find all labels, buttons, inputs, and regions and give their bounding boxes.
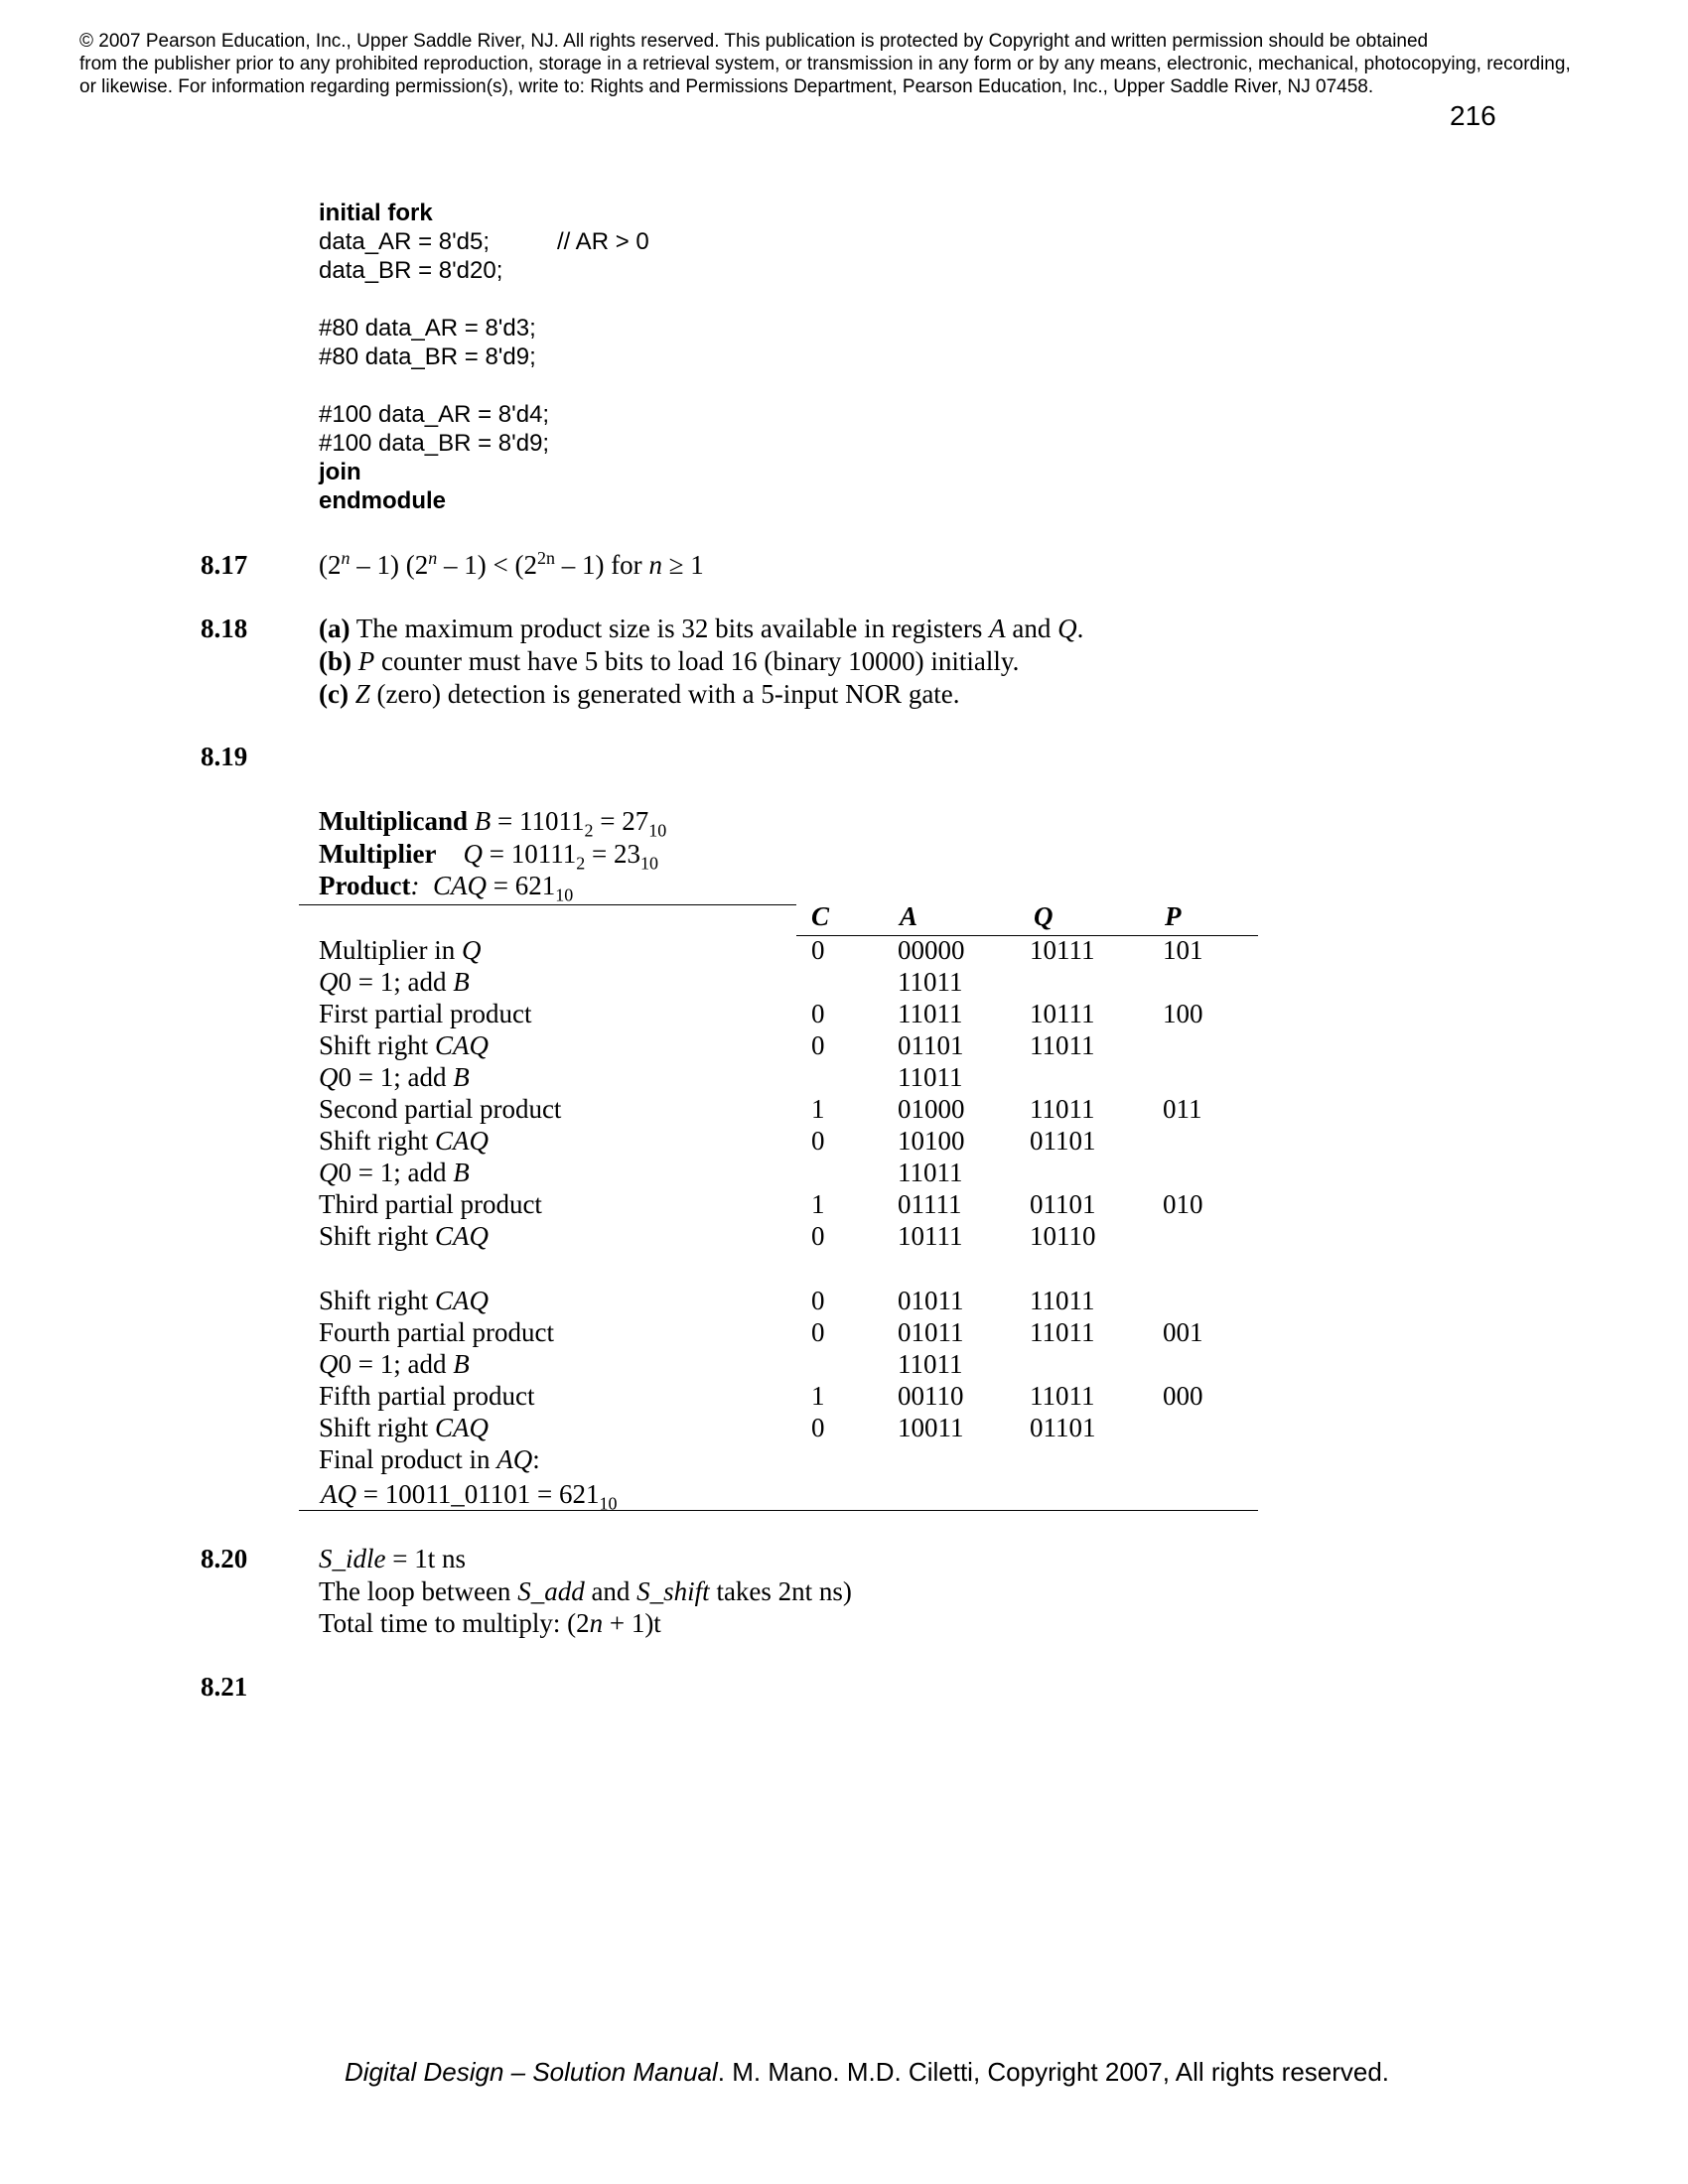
table-rule-top-left — [299, 904, 796, 905]
table-cell-q: 11011 — [1030, 1094, 1095, 1124]
table-cell-a: 11011 — [898, 999, 963, 1028]
table-row-label: Shift right CAQ — [319, 1126, 490, 1156]
table-row-label: Third partial product — [319, 1189, 542, 1219]
table-cell-a: 01101 — [898, 1030, 964, 1060]
table-row-label: Shift right CAQ — [319, 1286, 490, 1315]
table-rule-bottom — [299, 1510, 1258, 1511]
table-cell-q: 01101 — [1030, 1189, 1096, 1219]
problem-number-8-17: 8.17 — [201, 550, 248, 580]
table-cell-p: 000 — [1163, 1381, 1203, 1411]
table-cell-q: 01101 — [1030, 1413, 1096, 1442]
table-cell-a: 01011 — [898, 1286, 964, 1315]
table-row-label: Q0 = 1; add B — [319, 1158, 470, 1187]
table-row-label: Q0 = 1; add B — [319, 1349, 470, 1379]
table-cell-c: 0 — [811, 1126, 825, 1156]
table-cell-c: 0 — [811, 1413, 825, 1442]
code-line-80-br: #80 data_BR = 8'd9; — [319, 343, 536, 370]
table-row-label: Shift right CAQ — [319, 1413, 490, 1442]
problem-8-18-b: (b) P counter must have 5 bits to load 16 (binary 10000) initially. — [319, 646, 1020, 676]
table-cell-p: 010 — [1163, 1189, 1203, 1219]
table-cell-q: 10110 — [1030, 1221, 1096, 1251]
problem-8-20-line-1: S_idle = 1t ns — [319, 1544, 466, 1573]
table-row-label: First partial product — [319, 999, 532, 1028]
table-row-label: Shift right CAQ — [319, 1030, 490, 1060]
table-cell-a: 10111 — [898, 1221, 963, 1251]
problem-8-20-line-3: Total time to multiply: (2n + 1)t — [319, 1608, 661, 1638]
table-cell-q: 10111 — [1030, 999, 1095, 1028]
table-row-label: Fourth partial product — [319, 1317, 554, 1347]
copyright-notice — [79, 30, 1571, 98]
table-cell-a: 10011 — [898, 1413, 964, 1442]
copyright-line-2: from the publisher prior to any prohibited reproduction, storage in a retrieval system, or transmission in any form or by any means, electronic, mechanical, photocopying, recording, — [79, 54, 1571, 74]
table-cell-a: 01000 — [898, 1094, 965, 1124]
table-cell-c: 0 — [811, 935, 825, 965]
table-row-label: Second partial product — [319, 1094, 562, 1124]
table-cell-a: 11011 — [898, 1062, 963, 1092]
table-cell-a: 01011 — [898, 1317, 964, 1347]
page-number: 216 — [1450, 100, 1496, 131]
problem-8-17-inequality: (2$^n$ – 1) $(2^n - 1) < (2^{2n} - 1)$ for n ≥ 1 — [319, 548, 704, 580]
copyright-line-1: © 2007 Pearson Education, Inc., Upper Saddle River, NJ. All rights reserved. This publication is protected by Copyright and written permission should be obtained — [79, 31, 1429, 52]
table-cell-c: 0 — [811, 1030, 825, 1060]
problem-8-18-c: (c) Z (zero) detection is generated with a 5-input NOR gate. — [319, 679, 960, 709]
table-row-label: Shift right CAQ — [319, 1221, 490, 1251]
problem-number-8-21: 8.21 — [201, 1672, 248, 1702]
table-cell-a: 01111 — [898, 1189, 962, 1219]
table-cell-q: 11011 — [1030, 1381, 1095, 1411]
table-row-label: Multiplier in Q — [319, 935, 482, 965]
header-p: P — [1165, 901, 1182, 931]
code-line-100-ar: #100 data_AR = 8'd4; — [319, 401, 550, 428]
product-line: Product: CAQ = $621_{10}$ — [319, 871, 574, 905]
multiplier-line: Multiplier $Q = 10111_2 = 23_{10}$ — [319, 839, 658, 874]
problem-number-8-18: 8.18 — [201, 614, 248, 643]
table-cell-p: 001 — [1163, 1317, 1203, 1347]
table-row-label: Fifth partial product — [319, 1381, 535, 1411]
table-cell-a: 11011 — [898, 1349, 963, 1379]
code-comment-ar: // AR > 0 — [557, 228, 649, 255]
table-row-label: Q0 = 1; add B — [319, 967, 470, 997]
table-cell-q: 10111 — [1030, 935, 1095, 965]
problem-8-20-line-2: The loop between S_add and S_shift takes 2nt ns) — [319, 1576, 852, 1606]
header-c: C — [811, 901, 830, 931]
header-a: A — [900, 901, 918, 931]
problem-number-8-20: 8.20 — [201, 1544, 248, 1573]
code-line-80-ar: #80 data_AR = 8'd3; — [319, 315, 536, 341]
problem-number-8-19: 8.19 — [201, 742, 248, 771]
code-join: join — [319, 459, 361, 485]
table-cell-a: 11011 — [898, 967, 963, 997]
table-cell-c: 1 — [811, 1094, 825, 1124]
table-cell-c: 0 — [811, 1317, 825, 1347]
copyright-line-3: or likewise. For information regarding permission(s), write to: Rights and Permissions Department, Pearson Education, Inc., Upper Saddle River, NJ 07458. — [79, 76, 1374, 97]
problem-8-18-a: (a) The maximum product size is 32 bits available in registers A and Q. — [319, 614, 1084, 643]
table-cell-c: 0 — [811, 1286, 825, 1315]
table-cell-c: 1 — [811, 1381, 825, 1411]
table-cell-a: 10100 — [898, 1126, 965, 1156]
table-cell-q: 11011 — [1030, 1030, 1095, 1060]
table-cell-c: 1 — [811, 1189, 825, 1219]
table-cell-q: 11011 — [1030, 1317, 1095, 1347]
table-cell-q: 11011 — [1030, 1286, 1095, 1315]
table-cell-p: 100 — [1163, 999, 1203, 1028]
code-line-100-br: #100 data_BR = 8'd9; — [319, 430, 550, 457]
table-cell-p: 011 — [1163, 1094, 1202, 1124]
table-cell-a: 11011 — [898, 1158, 963, 1187]
final-aq-value: AQ = 10011_01101 = $621_{10}$ — [321, 1479, 618, 1514]
table-cell-a: 00000 — [898, 935, 965, 965]
code-line-ar: data_AR = 8'd5; — [319, 228, 491, 255]
table-cell-c: 0 — [811, 999, 825, 1028]
table-cell-p: 101 — [1163, 935, 1203, 965]
multiplicand-line: Multiplicand $B = 11011_2 = 27_{10}$ — [319, 806, 667, 841]
table-row-label: Q0 = 1; add B — [319, 1062, 470, 1092]
table-cell-q: 01101 — [1030, 1126, 1096, 1156]
code-endmodule: endmodule — [319, 487, 447, 514]
header-q: Q — [1034, 901, 1054, 931]
footer-citation: Digital Design – Solution Manual. M. Mano. M.D. Ciletti, Copyright 2007, All rights reserved. — [345, 2057, 1390, 2087]
code-initial-fork: initial fork — [319, 200, 433, 226]
code-line-br: data_BR = 8'd20; — [319, 257, 503, 284]
table-cell-c: 0 — [811, 1221, 825, 1251]
table-cell-a: 00110 — [898, 1381, 964, 1411]
table-row-label: Final product in AQ: — [319, 1444, 540, 1474]
